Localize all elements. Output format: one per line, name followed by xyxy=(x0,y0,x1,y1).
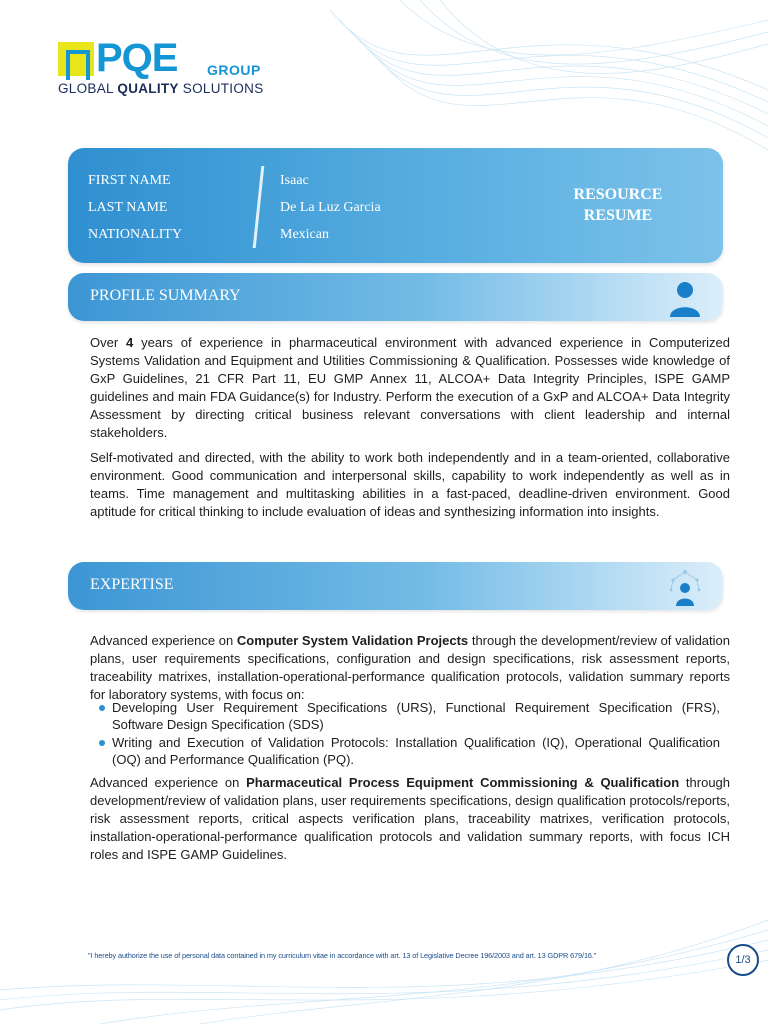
section-title: EXPERTISE xyxy=(90,576,174,593)
profile-summary-header xyxy=(68,273,723,321)
logo-wordmark: PQE xyxy=(96,36,178,80)
network-person-icon xyxy=(665,566,705,606)
list-item: Writing and Execution of Validation Protocols: Installation Qualification (IQ), Operational Qualification (OQ) and Performance Qualification (PQ). xyxy=(90,734,720,768)
nationality-label: NATIONALITY xyxy=(88,227,183,242)
last-name-label: LAST NAME xyxy=(88,200,168,215)
profile-paragraph-2: Self-motivated and directed, with the ability to work both independently and in a team-oriented, collaborative environment. Good communication and interpersonal skills, capability to work independently as well as in teams. Time management and multitasking abilities in a fast-paced, deadline-driven environment. Good aptitude for critical thinking to include evaluation of ideas and synthesizing information into insights. xyxy=(90,450,730,519)
person-icon xyxy=(665,277,705,317)
expertise-bullet-list xyxy=(90,699,720,769)
list-item: Developing User Requirement Specifications (URS), Functional Requirement Specification (FRS), Software Design Specification (SDS) xyxy=(90,699,720,733)
nationality-value: Mexican xyxy=(280,227,329,242)
first-name-label: FIRST NAME xyxy=(88,173,171,188)
expertise-paragraph-2: Advanced experience on Pharmaceutical Process Equipment Commissioning & Qualification through development/review of validation plans, user requirements specifications, design qualification protocols/reports, risk assessment reports, critical aspects verification plans, traceability matrixes, verification protocols, installation-operational-performance qualification protocols and validation summary reports, with focus ICH roles and ISPE GAMP Guidelines. xyxy=(90,775,731,862)
header-divider xyxy=(253,166,265,248)
personal-info-panel xyxy=(68,148,723,263)
company-logo xyxy=(58,36,278,100)
last-name-value: De La Luz Garcia xyxy=(280,200,381,215)
logo-tagline: GLOBAL QUALITY SOLUTIONS xyxy=(58,81,264,96)
expertise-header xyxy=(68,562,723,610)
logo-group-label: GROUP xyxy=(207,62,261,78)
page-number-badge: 1/3 xyxy=(727,944,759,976)
logo-mark xyxy=(58,42,94,76)
resume-title: RESOURCE RESUME xyxy=(573,186,663,224)
expertise-paragraph-1: Advanced experience on Computer System Validation Projects through the development/review of validation plans, user requirements specifications, configuration and design specifications, risk assessment reports, traceability matrixes, installation-operational-performance qualification protocols, validation summary reports for laboratory systems, with focus on: xyxy=(90,633,730,702)
section-title: PROFILE SUMMARY xyxy=(90,287,241,304)
profile-paragraph-1: Over 4 years of experience in pharmaceutical environment with advanced experience in Computerized Systems Validation and Equipment and Utilities Commissioning & Qualification. Possesses wide knowledge of GxP Guidelines, 21 CFR Part 11, EU GMP Annex 11, ALCOA+ Data Integrity Principles, ISPE GAMP guidelines and main FDA Guidance(s) for Industry. Perform the execution of a GxP and ALCOA+ Data Integrity Assessment by directing critical business relevant conversations with client leadership and internal stakeholders. xyxy=(90,335,730,440)
privacy-consent-note: "I hereby authorize the use of personal data contained in my curriculum vitae in accordance with art. 13 of Legislative Decree 196/2003 and art. 13 GDPR 679/16." xyxy=(88,951,597,960)
first-name-value: Isaac xyxy=(280,173,309,188)
